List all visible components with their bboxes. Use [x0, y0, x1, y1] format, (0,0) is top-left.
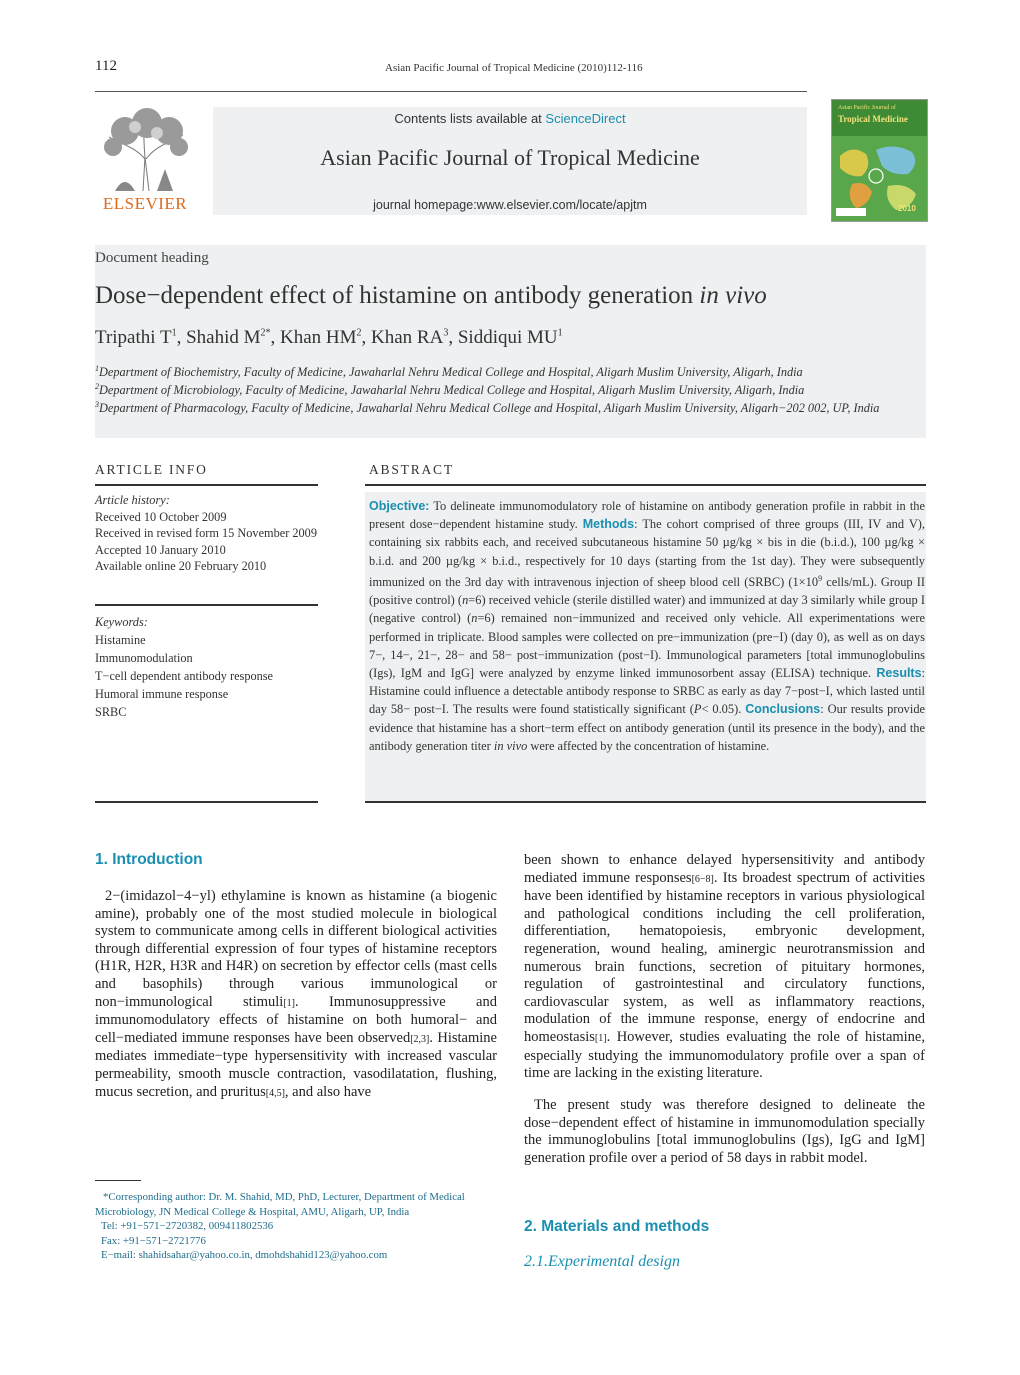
abstract-heading: ABSTRACT	[369, 462, 454, 477]
affiliation-3: $^3$Department of Pharmacology, Faculty of Medicine, Jawaharlal Nehru Medical College and Hospital, Aligarh Muslim University, Aligarh−202 002, UP, India	[95, 400, 880, 416]
author-name: Siddiqui MU	[457, 327, 558, 348]
corresponding-footnote	[95, 1190, 497, 1263]
objective-label: Objective:	[369, 499, 430, 513]
author-affiliation-mark: 2	[356, 327, 362, 339]
keyword: Humoral immune response	[95, 687, 229, 701]
author-name: Shahid M	[186, 327, 261, 348]
intro-heading: 1. Introduction	[95, 851, 203, 868]
results-label: Results	[876, 665, 922, 680]
conclusions-label: Conclusions	[745, 702, 821, 717]
title-main: Dose−dependent effect of histamine on antibody generation	[95, 282, 700, 309]
author-separator: ,	[448, 327, 458, 348]
abstract-text: Objective: To delineate immunomodulatory role of histamine on antibody generation profile in rabbit in the present dose−dependent histamine study. Methods: The cohort comprised of three groups (III, IV and V), containing six rabbits each, and received subcutaneous histamine 50 µg/kg × bis in die (b.i.d.), 100 µg/kg × b.i.d. and 200 µg/kg × b.i.d., respectively for 10 days (starting from the 1st day). They were subsequently immunized on the 3rd day with intravenous injection of sheep blood cell (SRBC) ($1\times 10^9$ cells/mL). Group II (positive control) (n=6) received vehicle (sterile distilled water) and immunized at day 3 similarly while group I (negative control) (n=6) remained non−immunized and received only vehicle. All experimentations were performed in triplicate. Blood samples were collected on pre−immunization (pre−I) (day 0), as well as on days 7−, 14−, 21−, 28− and 58− post−immunization (post−I). Immunological parameters [total immunoglobulins (Igs), IgM and IgG] were analyzed by enzyme linked immunosorbent assay (ELISA) technique. Results: Histamine could influence a detectable antibody response to SRBC as early as day 7−post−I, which lasted until day 58− post−I. The results were found statistically significant (P< 0.05). Conclusions: Our results provide evidence that histamine has a short−term effect on antibody generation (until its presence in the body), and the antibody generation titer in vivo were affected by the concentration of histamine.	[369, 499, 926, 753]
author-list	[95, 327, 563, 349]
author-affiliation-mark: 2*	[260, 327, 271, 339]
affiliation-2: $^2$Department of Microbiology, Faculty of Medicine, Jawaharlal Nehru Medical College and Hospital, Aligarh Muslim University, Aligarh, India	[95, 382, 805, 398]
journal-cover-image	[831, 99, 928, 222]
article-title	[95, 282, 767, 310]
article-history: Article history: Received 10 October 2009 Received in revised form 15 November 2009 Accepted 10 January 2010 Available online 20 February 2010	[95, 493, 317, 573]
info-bottom-rule	[95, 801, 318, 803]
intro-paragraph-2: been shown to enhance delayed hypersensitivity and antibody mediated immune responses[6−8]. Its broadest spectrum of activities have been identified by histamine receptors in various physiological and pathological conditions including the cell proliferation, differentiation, hematopoiesis, embryonic development, regeneration, wound healing, aminergic neurotransmission and numerous brain functions, secretion of pituitary hormones, regulation of gastrointestinal and circulatory functions, cardiovascular system, as well as inflammatory reactions, modulation of the immune response, energy of endocrine and homeostasis[1]. However, studies evaluating the role of histamine, especially studying the immunomodulatory profile over a span of time are lacking in the existing literature.	[524, 852, 925, 1082]
intro-paragraph-1: 2−(imidazol−4−yl) ethylamine is known as histamine (a biogenic amine), probably one of the most studied molecule in biological system to communicate among cells in different biological activities through differential expression of four types of histamine receptors (H1R, H2R, H3R and H4R) on secretion by effector cells (mast cells and basophils) through various immunological or non−immunological stimuli[1]. Immunosuppressive and immunomodulatory effects of histamine on both humoral− and cell−mediated immune responses have been observed[2,3]. Histamine mediates immediate−type hypersensitivity with increased vascular permeability, smooth muscle contraction, vasodilatation, flushing, mucus secretion, and pruritus[4,5], and also have	[95, 888, 497, 1100]
journal-name: Asian Pacific Journal of Tropical Medicine	[320, 145, 700, 170]
citation[interactable]: [2,3]	[410, 1033, 430, 1045]
author-affiliation-mark: 1	[557, 327, 563, 339]
contents-prefix: Contents lists available at	[394, 111, 546, 126]
footnote-rule	[95, 1180, 141, 1181]
author-separator: ,	[176, 327, 187, 348]
abstract-rule	[365, 484, 926, 486]
cover-year: 2010	[898, 204, 916, 213]
author-name: Tripathi T	[95, 327, 172, 348]
author-separator: ,	[270, 327, 280, 348]
footnote-tel: Tel: +91−571−2720382, 009411802536	[101, 1220, 274, 1233]
keyword: T−cell dependent antibody response	[95, 669, 274, 683]
sciencedirect-link[interactable]: ScienceDirect	[545, 111, 626, 126]
article-info-rule	[95, 484, 318, 486]
citation[interactable]: [1]	[594, 1032, 607, 1044]
title-italic: in vivo	[699, 282, 767, 309]
author-name: Khan HM	[280, 327, 357, 348]
author-affiliation-mark: 3	[443, 327, 449, 339]
corresponding-author: *Corresponding author: Dr. M. Shahid, MD, PhD, Lecturer, Department of Medical Microbiology, JN Medical College & Hospital, AMU, Aligarh, UP, India	[95, 1191, 465, 1218]
keyword: Histamine	[95, 633, 146, 647]
keywords-box	[95, 613, 318, 721]
history-label: Article history:	[95, 493, 170, 507]
journal-homepage[interactable]: journal homepage:www.elsevier.com/locate/apjtm	[373, 198, 647, 212]
cover-title-1: Asian Pacific Journal of	[838, 105, 896, 111]
contents-line	[213, 111, 807, 126]
author-separator: ,	[361, 327, 372, 348]
running-title: Asian Pacific Journal of Tropical Medicine (2010)112-116	[385, 62, 643, 74]
abstract-bottom-rule	[365, 801, 926, 803]
affiliation-1: $^1$Department of Biochemistry, Faculty of Medicine, Jawaharlal Nehru Medical College and Hospital, Aligarh Muslim University, Aligarh, India	[95, 364, 803, 380]
page-number: 112	[95, 58, 117, 74]
keyword: Immunomodulation	[95, 651, 193, 665]
citation[interactable]: [6−8]	[691, 873, 714, 885]
citation[interactable]: [1]	[283, 997, 295, 1009]
document-heading: Document heading	[95, 250, 209, 266]
citation[interactable]: [4,5]	[265, 1087, 285, 1099]
keywords-label: Keywords:	[95, 615, 148, 629]
methods-label: Methods	[582, 517, 635, 532]
keyword: SRBC	[95, 705, 127, 719]
intro-paragraph-3: The present study was therefore designed to delineate the dose−dependent effect of histamine in immunomodulation specially the immunoglobulins [total immunoglobulins (Igs), IgG and IgM] generation profile over a period of 58 days in rabbit model.	[524, 1097, 925, 1166]
publisher-name: ELSEVIER	[102, 194, 188, 213]
author-affiliation-mark: 1	[171, 327, 177, 339]
article-info-heading: ARTICLE INFO	[95, 462, 208, 477]
header-rule	[95, 91, 807, 92]
footnote-fax: Fax: +91−571−2721776	[101, 1234, 206, 1247]
cover-title-2: Tropical Medicine	[838, 114, 908, 124]
keywords-rule	[95, 604, 318, 606]
author-name: Khan RA	[371, 327, 444, 348]
experimental-design-heading: 2.1.Experimental design	[524, 1253, 680, 1270]
footnote-email[interactable]: E−mail: shahidsahar@yahoo.co.in, dmohdshahid123@yahoo.com	[101, 1249, 388, 1262]
methods-heading: 2. Materials and methods	[524, 1218, 710, 1235]
